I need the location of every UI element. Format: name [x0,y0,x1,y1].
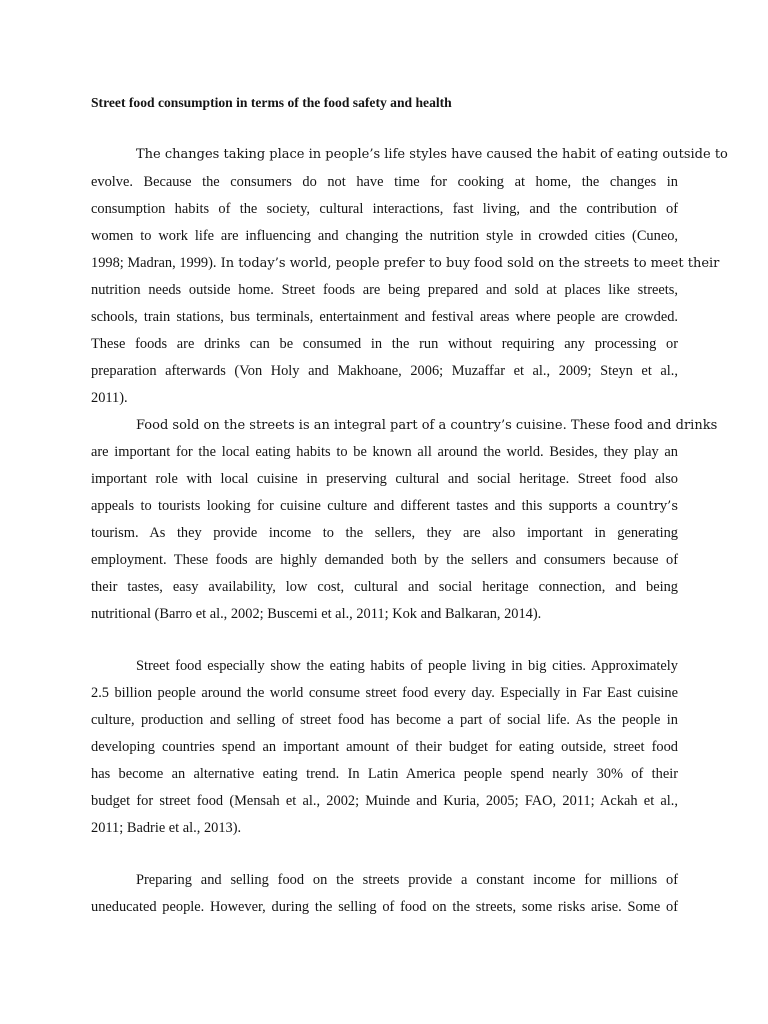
paragraph-2-line-4 [91,497,678,516]
paragraph-2-line-1-part-b: These food and drinks [566,418,718,433]
paragraph-2-line-5: tourism. As they provide income to the sellers, they are also important in generating [91,525,678,541]
paragraph-1-line-10: 2011). [91,390,128,406]
paragraph-1-line-5 [91,254,720,273]
paragraph-1-line-8: These foods are drinks can be consumed in the run without requiring any processing or [91,336,678,352]
paragraph-2-line-4-part-b: country’s [616,499,678,514]
paragraph-3-line-4: developing countries spend an important amount of their budget for eating outside, street food [91,739,678,755]
paragraph-4-line-2: uneducated people. However, during the selling of food on the streets, some risks arise. Some of [91,899,678,915]
paragraph-2-line-6: employment. These foods are highly demanded both by the sellers and consumers because of [91,552,678,568]
paragraph-3-line-2: 2.5 billion people around the world consume street food every day. Especially in Far East cuisine [91,685,678,701]
paragraph-3-line-6: budget for street food (Mensah et al., 2002; Muinde and Kuria, 2005; FAO, 2011; Ackah et al., [91,793,678,809]
paragraph-3-line-1: Street food especially show the eating habits of people living in big cities. Approximately [136,658,678,674]
paragraph-1-line-1: The changes taking place in people’s life styles have caused the habit of eating outside to [136,147,728,162]
paragraph-1-line-2: evolve. Because the consumers do not have time for cooking at home, the changes in [91,174,678,190]
paragraph-3-line-3: culture, production and selling of street food has become a part of social life. As the people in [91,712,678,728]
paragraph-1-line-4: women to work life are influencing and changing the nutrition style in crowded cities (Cuneo, [91,228,678,244]
paragraph-1-line-5-part-b: In today’s world, people prefer to buy food sold on the streets to meet their [216,256,720,271]
paragraph-2-line-3: important role with local cuisine in preserving cultural and social heritage. Street food also [91,471,678,487]
paragraph-3-line-5: has become an alternative eating trend. In Latin America people spend nearly 30% of their [91,766,678,782]
paragraph-1-line-9: preparation afterwards (Von Holy and Makhoane, 2006; Muzaffar et al., 2009; Steyn et al., [91,363,678,379]
paragraph-1-line-7: schools, train stations, bus terminals, entertainment and festival areas where people are crowded. [91,309,678,325]
paragraph-2-line-2: are important for the local eating habits to be known all around the world. Besides, they play an [91,444,678,460]
paragraph-1-line-5-part-a: 1998; Madran, 1999). [91,255,217,271]
paragraph-2-line-7: their tastes, easy availability, low cost, cultural and social heritage connection, and being [91,579,678,595]
paragraph-2-line-1 [136,416,718,435]
paragraph-2-line-8: nutritional (Barro et al., 2002; Buscemi et al., 2011; Kok and Balkaran, 2014). [91,606,542,622]
paragraph-1-line-6: nutrition needs outside home. Street foods are being prepared and sold at places like streets, [91,282,678,298]
paragraph-1-line-3: consumption habits of the society, cultural interactions, fast living, and the contribution of [91,201,678,217]
document-title: Street food consumption in terms of the food safety and health [91,95,452,110]
paragraph-3-line-7: 2011; Badrie et al., 2013). [91,820,242,836]
paragraph-2-line-1-part-a: Food sold on the streets is an integral part of a country’s cuisine. [136,418,567,433]
paragraph-4-line-1: Preparing and selling food on the streets provide a constant income for millions of [136,872,678,888]
paragraph-2-line-4-part-a: appeals to tourists looking for cuisine culture and different tastes and this supports a [91,498,617,514]
